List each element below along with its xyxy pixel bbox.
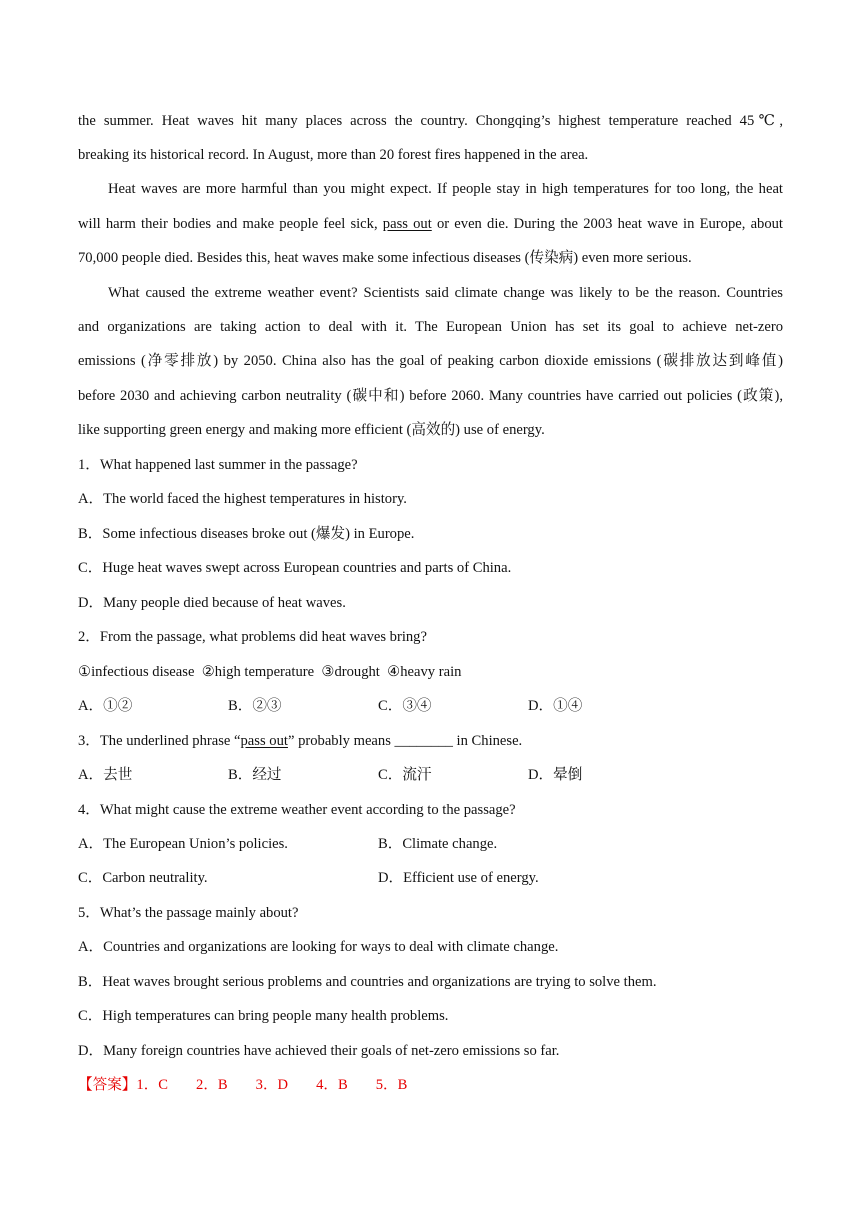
answer-item: 1．C (136, 1077, 169, 1093)
question-2-option-c: C．③④ (378, 698, 432, 714)
passage-line: 70,000 people died. Besides this, heat waves make some infectious diseases (传染病) even more serious. (78, 250, 692, 266)
question-5-option-b: B．Heat waves brought serious problems and countries and organizations are trying to solve them. (78, 974, 657, 990)
answer-key (78, 1075, 407, 1095)
passage-line: breaking its historical record. In August, more than 20 forest fires happened in the area. (78, 147, 589, 163)
passage-line: before 2030 and achieving carbon neutrality (碳中和) before 2060. Many countries have carried out policies (政策), (78, 388, 783, 404)
question-2-option-d: D．①④ (528, 698, 583, 714)
passage-line: like supporting green energy and making more efficient (高效的) use of energy. (78, 422, 545, 438)
passage-line (78, 214, 783, 234)
question-4-option-a: A．The European Union’s policies. (78, 836, 288, 852)
question-5-option-a: A．Countries and organizations are looking for ways to deal with climate change. (78, 939, 559, 955)
question-2-items: ①infectious disease ②high temperature ③drought ④heavy rain (78, 664, 462, 680)
passage-line: What caused the extreme weather event? Scientists said climate change was likely to be the reason. Countries (108, 285, 783, 301)
question-3-stem-text: ” probably means ________ in Chinese. (287, 733, 523, 749)
question-4-option-b: B．Climate change. (378, 836, 498, 852)
question-4-option-c: C．Carbon neutrality. (78, 870, 208, 886)
passage-text: will harm their bodies and make people feel sick, (78, 216, 383, 232)
passage-line: the summer. Heat waves hit many places across the country. Chongqing’s highest temperature reached 45℃, (78, 113, 783, 129)
answer-item: 4．B (316, 1077, 348, 1093)
passage-text: or even die. During the 2003 heat wave in Europe, about (431, 216, 783, 232)
passage-line: Heat waves are more harmful than you might expect. If people stay in high temperatures for too long, the heat (108, 181, 783, 197)
question-3-option-d: D．晕倒 (528, 767, 583, 783)
question-1-option-b: B．Some infectious diseases broke out (爆发) in Europe. (78, 526, 415, 542)
question-5-option-c: C．High temperatures can bring people many health problems. (78, 1008, 449, 1024)
underlined-phrase: pass out (382, 216, 432, 232)
question-1-option-a: A．The world faced the highest temperatures in history. (78, 491, 407, 507)
question-3-option-c: C．流汗 (378, 767, 432, 783)
underlined-phrase: pass out (240, 733, 288, 749)
passage-line: emissions (净零排放) by 2050. China also has the goal of peaking carbon dioxide emissions (碳排放达到峰值) (78, 353, 783, 369)
question-3-option-b: B．经过 (228, 767, 282, 783)
question-5-stem: 5．What’s the passage mainly about? (78, 905, 299, 921)
question-2-stem: 2．From the passage, what problems did heat waves bring? (78, 629, 427, 645)
question-4-option-d: D．Efficient use of energy. (378, 870, 539, 886)
answer-label: 【答案】 (78, 1077, 137, 1093)
question-4-stem: 4．What might cause the extreme weather event according to the passage? (78, 802, 516, 818)
question-2-option-b: B．②③ (228, 698, 282, 714)
question-1-stem: 1．What happened last summer in the passage? (78, 457, 358, 473)
passage-line: and organizations are taking action to deal with it. The European Union has set its goal to achieve net-zero (78, 319, 783, 335)
question-3-stem (78, 731, 522, 751)
question-1-option-d: D．Many people died because of heat waves. (78, 595, 346, 611)
answer-item: 3．D (255, 1077, 289, 1093)
question-3-option-a: A．去世 (78, 767, 133, 783)
question-5-option-d: D．Many foreign countries have achieved their goals of net-zero emissions so far. (78, 1043, 560, 1059)
question-1-option-c: C．Huge heat waves swept across European countries and parts of China. (78, 560, 512, 576)
answer-item: 2．B (196, 1077, 228, 1093)
question-2-option-a: A．①② (78, 698, 133, 714)
question-3-stem-text: 3．The underlined phrase “ (78, 733, 241, 749)
answer-item: 5．B (375, 1077, 408, 1093)
